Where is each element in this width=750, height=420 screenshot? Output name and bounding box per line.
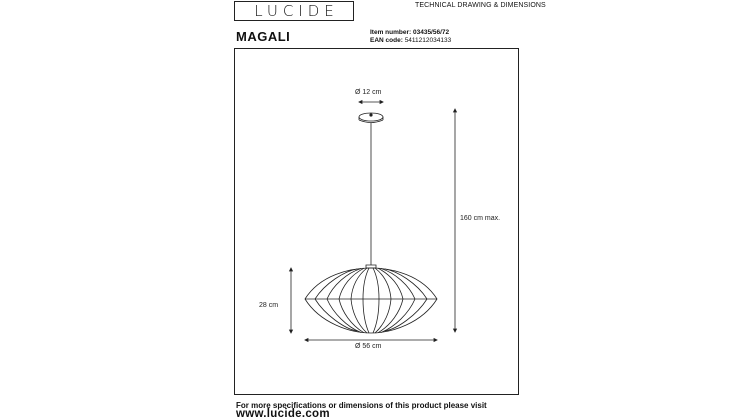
shade-height-dimension-line [290,268,293,333]
max-height-dimension-line [454,109,457,332]
ean-code-line [370,37,451,45]
ean-code-value: 5411212034133 [404,37,452,44]
shade-diameter-label: Ø 56 cm [355,343,382,350]
product-name: MAGALI [236,29,291,44]
website-link[interactable]: www.lucide.com [236,408,330,420]
shade-width-dimension-line [305,339,437,342]
item-number-line [370,29,449,37]
item-number-value: 03435/56/72 [412,29,450,36]
ean-code-label: EAN code: [370,37,403,44]
shade-height-label: 28 cm [259,302,279,309]
wire-shade [305,268,437,333]
footer-note: For more specifications or dimensions of this product please visit [236,401,487,410]
max-height-label: 160 cm max. [460,215,501,222]
brand-logo-text: LUCIDE [254,2,339,20]
document-type: TECHNICAL DRAWING & DIMENSIONS [415,2,546,9]
canopy-dimension-line [359,101,383,104]
item-number-label: Item number: [370,29,412,36]
brand-logo [234,1,354,21]
canopy-diameter-label: Ø 12 cm [355,89,382,96]
technical-drawing-frame [234,48,519,395]
